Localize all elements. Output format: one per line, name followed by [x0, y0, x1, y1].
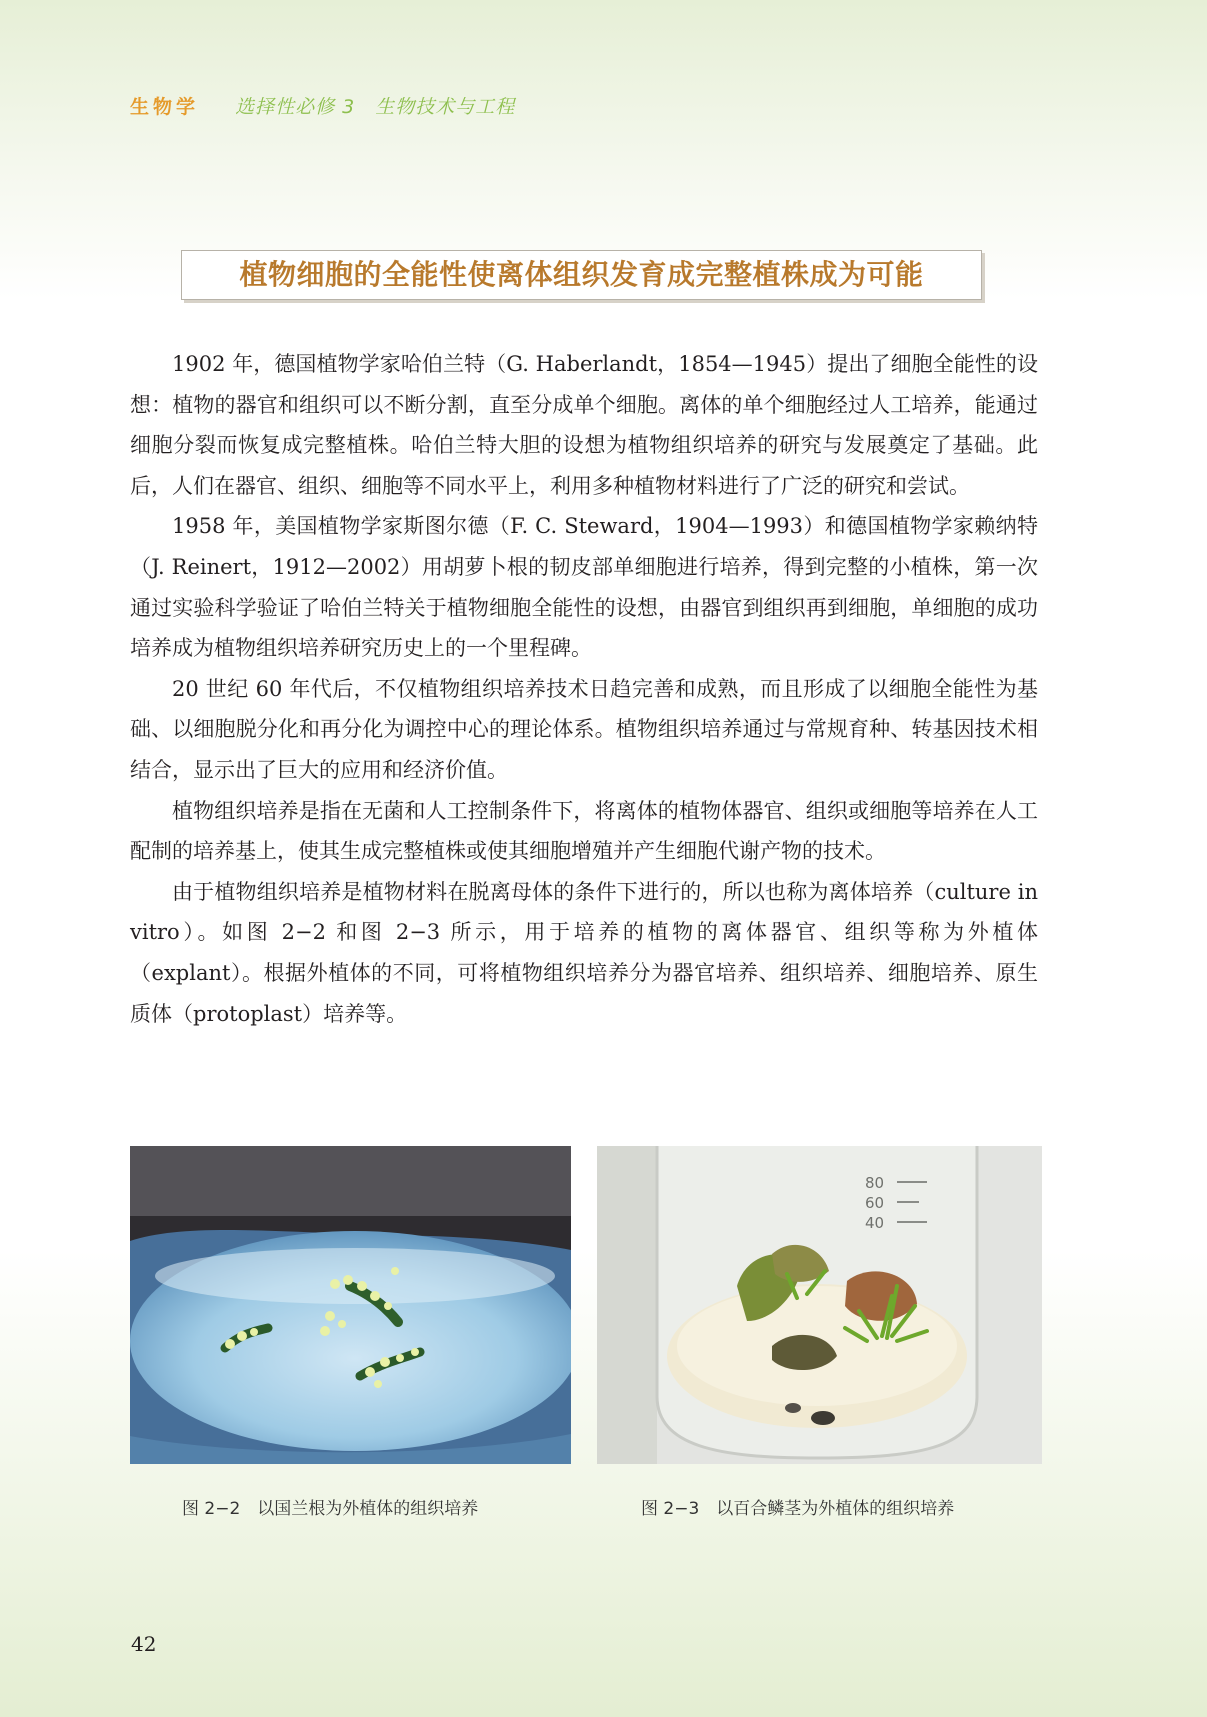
section-title: 植物细胞的全能性使离体组织发育成完整植株成为可能 — [181, 250, 982, 300]
paragraph: 植物组织培养是指在无菌和人工控制条件下，将离体的植物体器官、组织或细胞等培养在人工配制的培养基上，使其生成完整植株或使其细胞增殖并产生细胞代谢产物的技术。 — [130, 798, 1038, 864]
running-head — [130, 92, 515, 119]
beaker-mark: 80 — [865, 1174, 885, 1192]
beaker-mark: 40 — [865, 1214, 885, 1232]
figure-2-3-photo — [597, 1146, 1042, 1464]
body-text — [130, 344, 1038, 1034]
orchid-culture-photo — [130, 1146, 571, 1464]
paragraph: 1958 年，美国植物学家斯图尔德（F. C. Steward，1904—1993）和德国植物学家赖纳特（J. Reinert，1912—2002）用胡萝卜根的韧皮部单细胞进行培养，得到完整的小植株，第一次通过实验科学验证了哈伯兰特关于植物细胞全能性的设想，由器官到组织再到细胞，单细胞的成功培养成为植物组织培养研究历史上的一个里程碑。 — [130, 514, 1038, 661]
figure-2-2-photo — [130, 1146, 571, 1464]
paragraph: 由于植物组织培养是植物材料在脱离母体的条件下进行的，所以也称为离体培养（culture in vitro）。如图 2−2 和图 2−3 所示，用于培养的植物的离体器官、组织等称为外植体（explant）。根据外植体的不同，可将植物组织培养分为器官培养、组织培养、细胞培养、原生质体（protoplast）培养等。 — [130, 879, 1038, 1026]
running-head-book-title: 选择性必修 3 生物技术与工程 — [235, 96, 516, 118]
page-number: 42 — [131, 1632, 157, 1656]
lily-culture-photo — [597, 1146, 1042, 1464]
figure-2-3-caption: 图 2−3 以百合鳞茎为外植体的组织培养 — [641, 1499, 955, 1519]
beaker-mark: 60 — [865, 1194, 885, 1212]
paragraph: 20 世纪 60 年代后，不仅植物组织培养技术日趋完善和成熟，而且形成了以细胞全能性为基础、以细胞脱分化和再分化为调控中心的理论体系。植物组织培养通过与常规育种、转基因技术相结合，显示出了巨大的应用和经济价值。 — [130, 676, 1038, 782]
figure-2-2-caption: 图 2−2 以国兰根为外植体的组织培养 — [182, 1499, 479, 1519]
figure-2-2 — [130, 1146, 571, 1518]
running-head-subject: 生物学 — [130, 96, 200, 118]
paragraph: 1902 年，德国植物学家哈伯兰特（G. Haberlandt，1854—1945）提出了细胞全能性的设想：植物的器官和组织可以不断分割，直至分成单个细胞。离体的单个细胞经过人工培养，能通过细胞分裂而恢复成完整植株。哈伯兰特大胆的设想为植物组织培养的研究与发展奠定了基础。此后，人们在器官、组织、细胞等不同水平上，利用多种植物材料进行了广泛的研究和尝试。 — [130, 352, 1038, 498]
figure-2-3 — [597, 1146, 1042, 1518]
